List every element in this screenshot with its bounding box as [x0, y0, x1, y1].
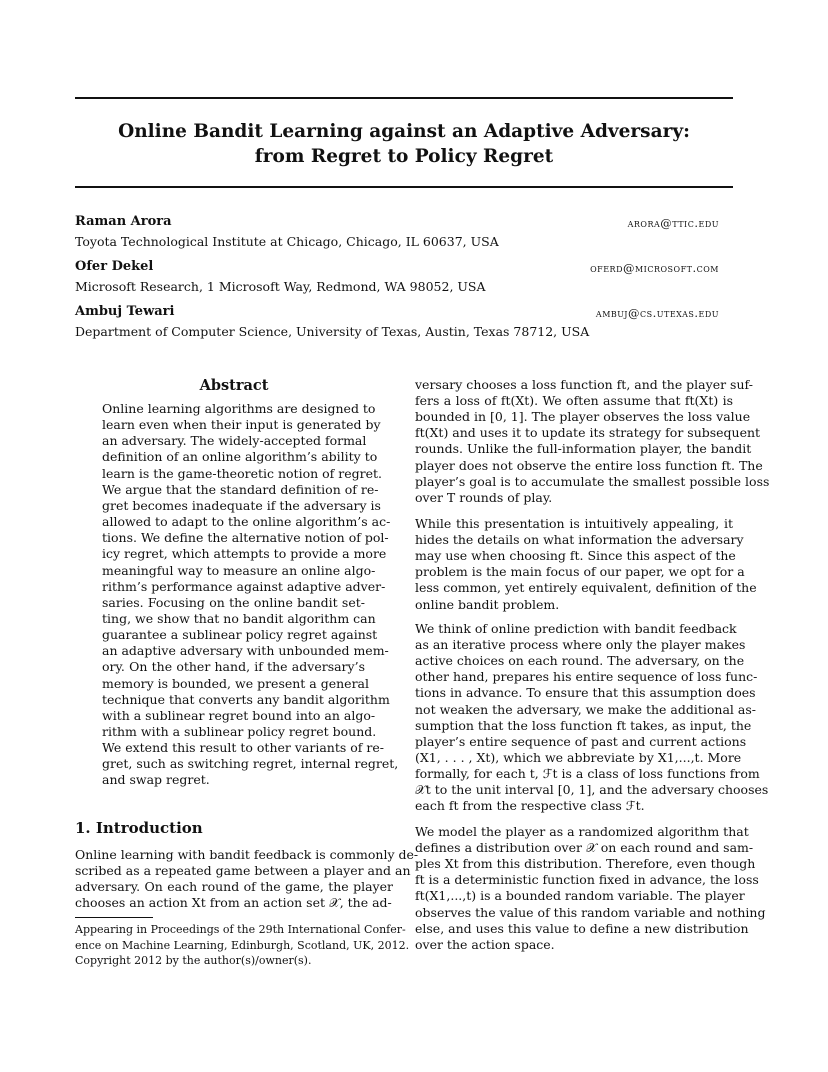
- paper-title-line-2: from Regret to Policy Regret: [254, 146, 554, 167]
- paragraph-line: active choices on each round. The adversary, on the: [415, 653, 745, 669]
- author-affiliation: Department of Computer Science, University of Texas, Austin, Texas 78712, USA: [75, 324, 590, 339]
- intro-line: Online learning with bandit feedback is commonly de-: [75, 847, 419, 862]
- paragraph-line: else, and uses this value to define a new distribution: [415, 920, 749, 936]
- paragraph-line: sumption that the loss function ft takes, as input, the: [415, 717, 752, 733]
- paragraph-line: over T rounds of play.: [415, 489, 553, 505]
- paragraph-line: less common, yet entirely equivalent, definition of the: [415, 580, 757, 596]
- paragraph-line: other hand, prepares his entire sequence of loss func-: [415, 669, 758, 685]
- abstract-heading: Abstract: [199, 377, 269, 394]
- paragraph-line: observes the value of this random variable and nothing: [415, 904, 766, 920]
- abstract-line: rithm’s performance against adaptive adver-: [102, 578, 386, 594]
- paper-title-line-1: Online Bandit Learning against an Adaptive Adversary:: [118, 121, 690, 142]
- paragraph-line: online bandit problem.: [415, 596, 560, 612]
- footnote-line: Appearing in Proceedings of the 29th International Confer-: [75, 923, 406, 936]
- paragraph-line: problem is the main focus of our paper, we opt for a: [415, 564, 745, 580]
- abstract-line: an adaptive adversary with unbounded mem-: [102, 643, 389, 659]
- abstract-line: icy regret, which attempts to provide a more: [102, 546, 387, 562]
- author-name: Raman Arora: [75, 214, 172, 229]
- abstract-line: learn is the game-theoretic notion of regret.: [102, 465, 382, 481]
- paragraph-line: may use when choosing ft. Since this aspect of the: [415, 548, 736, 564]
- abstract-line: allowed to adapt to the online algorithm’s ac-: [102, 514, 391, 530]
- paragraph-line: formally, for each t, ℱt is a class of loss functions from: [415, 765, 760, 781]
- abstract-line: guarantee a sublinear policy regret against: [102, 627, 378, 643]
- abstract-line: learn even when their input is generated by: [102, 417, 381, 433]
- paragraph-line: While this presentation is intuitively appealing, it: [415, 516, 733, 531]
- abstract-line: We extend this result to other variants of re-: [102, 740, 384, 756]
- footnote-line: Copyright 2012 by the author(s)/owner(s).: [75, 954, 312, 967]
- abstract-line: gret, such as switching regret, internal regret,: [102, 756, 399, 772]
- abstract-line: an adversary. The widely-accepted formal: [102, 433, 367, 449]
- paragraph-line: not weaken the adversary, we make the additional as-: [415, 701, 756, 717]
- paragraph-line: ft is a deterministic function fixed in advance, the loss: [415, 872, 759, 888]
- paragraph-line: bounded in [0, 1]. The player observes the loss value: [415, 409, 751, 425]
- paragraph-line: hides the details on what information the adversary: [415, 532, 744, 548]
- paragraph-line: ft(X1,...,t) is a bounded random variable. The player: [415, 888, 745, 904]
- paragraph-line: 𝒳t to the unit interval [0, 1], and the adversary chooses: [415, 782, 769, 797]
- paragraph-line: player’s entire sequence of past and current actions: [415, 733, 747, 749]
- author-affiliation: Toyota Technological Institute at Chicago, Chicago, IL 60637, USA: [75, 234, 499, 249]
- intro-line: scribed as a repeated game between a player and an: [75, 863, 411, 879]
- abstract-line: definition of an online algorithm’s ability to: [102, 449, 378, 465]
- abstract-line: gret becomes inadequate if the adversary is: [102, 497, 381, 513]
- paragraph-line: as an iterative process where only the player makes: [415, 637, 746, 653]
- abstract-line: We argue that the standard definition of re-: [102, 481, 379, 497]
- paragraph-line: over the action space.: [415, 936, 555, 952]
- paragraph-line: (X1, . . . , Xt), which we abbreviate by X1,...,t. More: [415, 749, 742, 765]
- abstract-line: Online learning algorithms are designed to: [102, 401, 376, 416]
- abstract-line: ting, we show that no bandit algorithm can: [102, 610, 376, 626]
- footnote-line: ence on Machine Learning, Edinburgh, Scotland, UK, 2012.: [75, 938, 410, 952]
- intro-line: chooses an action Xt from an action set 𝒳, the ad-: [75, 895, 392, 911]
- paragraph-line: rounds. Unlike the full-information player, the bandit: [415, 441, 752, 457]
- paragraph-line: ft(Xt) and uses it to update its strategy for subsequent: [415, 425, 761, 441]
- paragraph-line: We model the player as a randomized algorithm that: [415, 824, 749, 839]
- footnote-rule: [75, 917, 153, 918]
- author-email: oferd@microsoft.com: [590, 261, 719, 275]
- paragraph-line: We think of online prediction with bandit feedback: [415, 621, 737, 636]
- paragraph-line: player’s goal is to accumulate the smallest possible loss: [415, 473, 770, 489]
- abstract-line: meaningful way to measure an online algo-: [102, 562, 376, 578]
- title-rule-top: [75, 97, 733, 99]
- abstract-line: and swap regret.: [102, 772, 210, 788]
- author-email: ambuj@cs.utexas.edu: [595, 306, 719, 320]
- author-affiliation: Microsoft Research, 1 Microsoft Way, Redmond, WA 98052, USA: [75, 279, 486, 294]
- author-name: Ambuj Tewari: [75, 304, 175, 319]
- abstract-line: tions. We define the alternative notion of pol-: [102, 530, 389, 546]
- title-rule-bottom: [75, 186, 733, 188]
- paragraph-line: each ft from the respective class ℱt.: [415, 798, 645, 814]
- abstract-line: saries. Focusing on the online bandit set-: [102, 594, 365, 610]
- intro-line: adversary. On each round of the game, the player: [75, 879, 393, 895]
- section-heading-introduction: 1. Introduction: [75, 819, 203, 837]
- abstract-line: with a sublinear regret bound into an algo-: [102, 707, 376, 723]
- paragraph-line: player does not observe the entire loss function ft. The: [415, 457, 763, 473]
- paragraph-line: fers a loss of ft(Xt). We often assume that ft(Xt) is: [415, 393, 733, 409]
- author-email: arora@ttic.edu: [627, 216, 719, 230]
- paragraph-line: ples Xt from this distribution. Therefore, even though: [415, 856, 756, 872]
- abstract-line: ory. On the other hand, if the adversary’s: [102, 659, 365, 675]
- abstract-line: technique that converts any bandit algorithm: [102, 691, 390, 707]
- paragraph-line: tions in advance. To ensure that this assumption does: [415, 685, 756, 701]
- abstract-line: memory is bounded, we present a general: [102, 675, 370, 691]
- paragraph-line: defines a distribution over 𝒳 on each round and sam-: [415, 840, 754, 856]
- abstract-line: rithm with a sublinear policy regret bound.: [102, 724, 377, 739]
- author-name: Ofer Dekel: [75, 259, 154, 274]
- paragraph-line: versary chooses a loss function ft, and the player suf-: [415, 377, 753, 392]
